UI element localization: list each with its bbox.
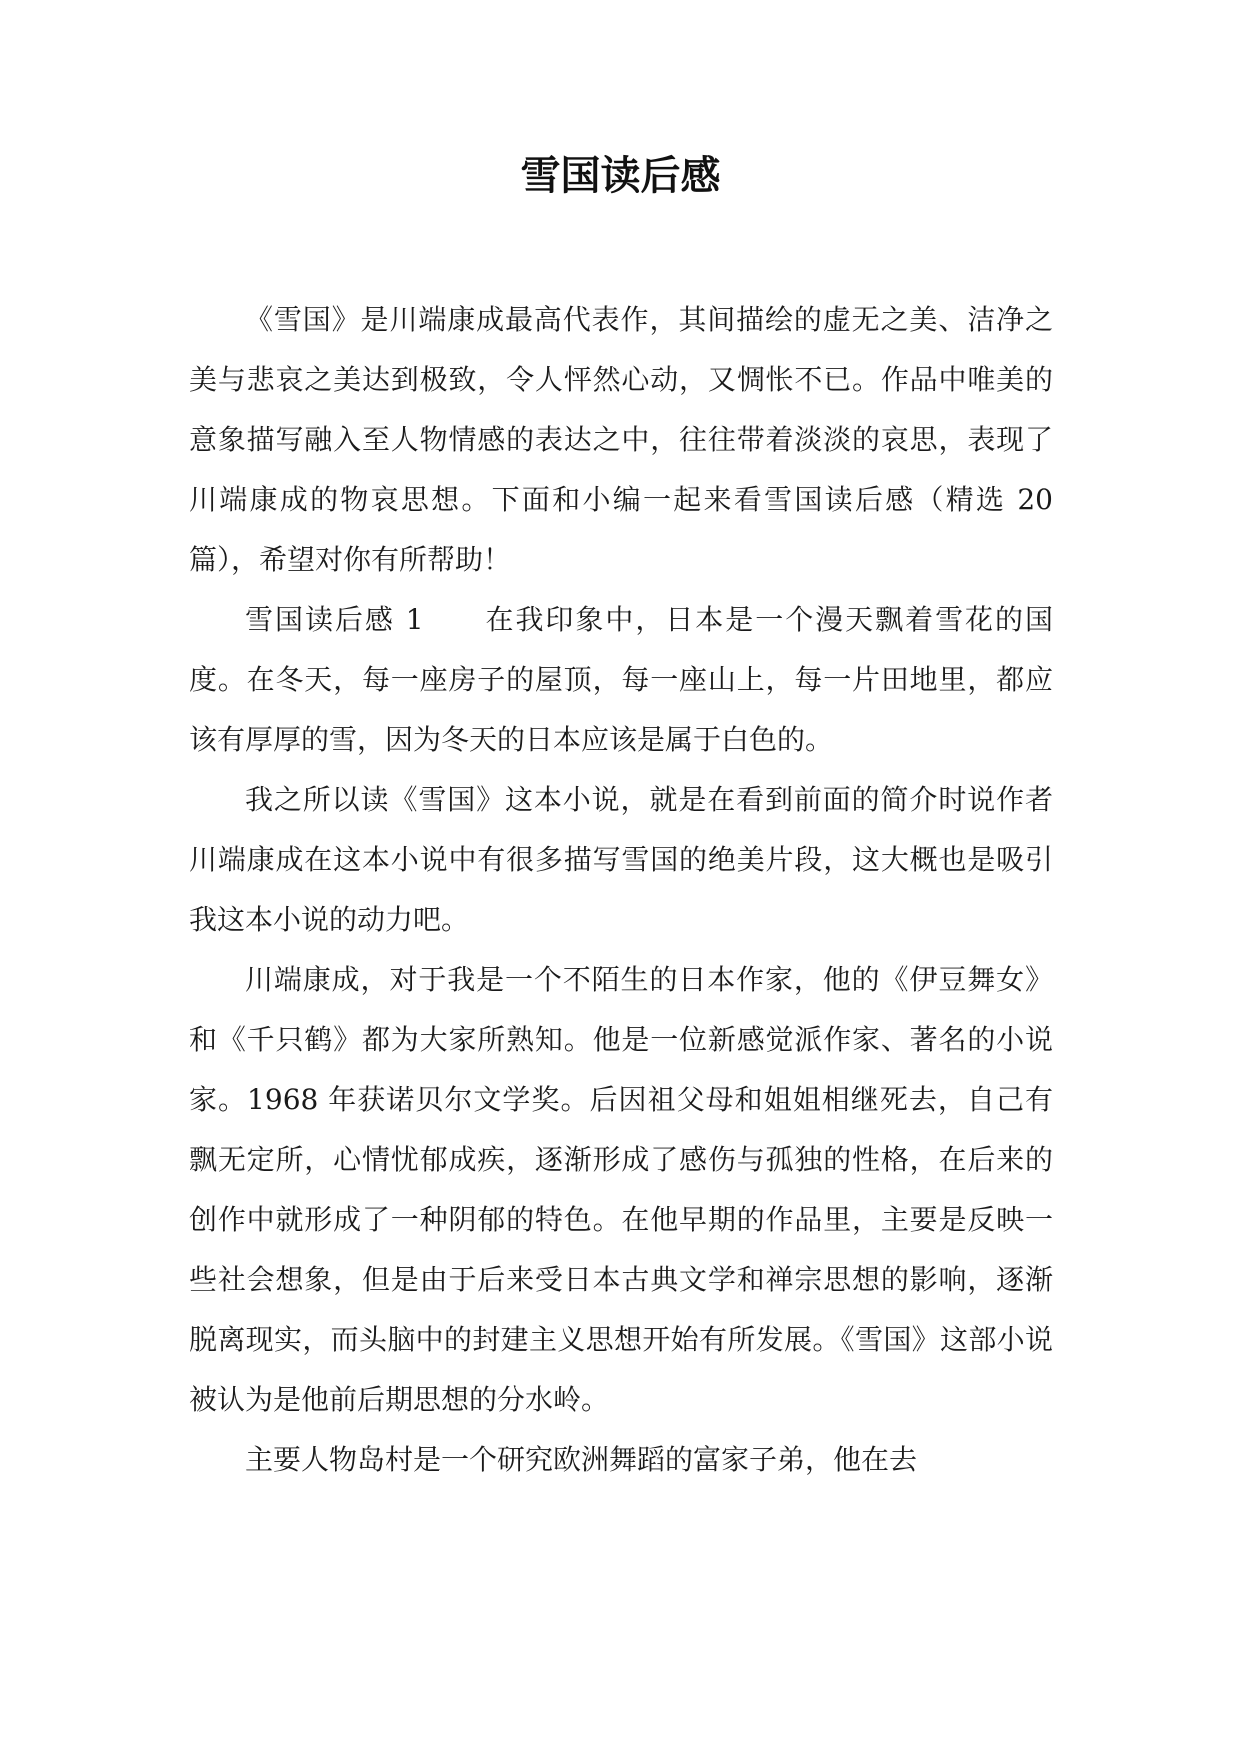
paragraph-essay-1-opening: 雪国读后感 1 在我印象中，日本是一个漫天飘着雪花的国度。在冬天，每一座房子的屋顶，每一座山上，每一片田地里，都应该有厚厚的雪，因为冬天的日本应该是属于白色的。 [189,603,1053,756]
paragraph-main-character: 主要人物岛村是一个研究欧洲舞蹈的富家子弟，他在去 [245,1443,918,1476]
paragraph-author-background: 川端康成，对于我是一个不陌生的日本作家，他的《伊豆舞女》和《千只鹤》都为大家所熟知。他是一位新感觉派作家、著名的小说家。1968 年获诺贝尔文学奖。后因祖父母和姐姐相继死去，自己有飘无定所，心情忧郁成疾，逐渐形成了感伤与孤独的性格，在后来的创作中就形成了一种阴郁的特色。在他早期的作品里，主要是反映一些社会想象，但是由于后来受日本古典文学和禅宗思想的影响，逐渐脱离现实，而头脑中的封建主义思想开始有所发展。《雪国》这部小说被认为是他前后期思想的分水岭。 [189,963,1053,1416]
document-title: 雪国读后感 [520,153,721,199]
paragraph-intro: 《雪国》是川端康成最高代表作，其间描绘的虚无之美、洁净之美与悲哀之美达到极致，令人怦然心动，又惆怅不已。作品中唯美的意象描写融入至人物情感的表达之中，往往带着淡淡的哀思，表现了川端康成的物哀思想。下面和小编一起来看雪国读后感（精选 20 篇），希望对你有所帮助！ [189,303,1053,576]
document-body [189,290,1053,1490]
paragraph-reason-for-reading: 我之所以读《雪国》这本小说，就是在看到前面的简介时说作者川端康成在这本小说中有很多描写雪国的绝美片段，这大概也是吸引我这本小说的动力吧。 [189,783,1053,936]
